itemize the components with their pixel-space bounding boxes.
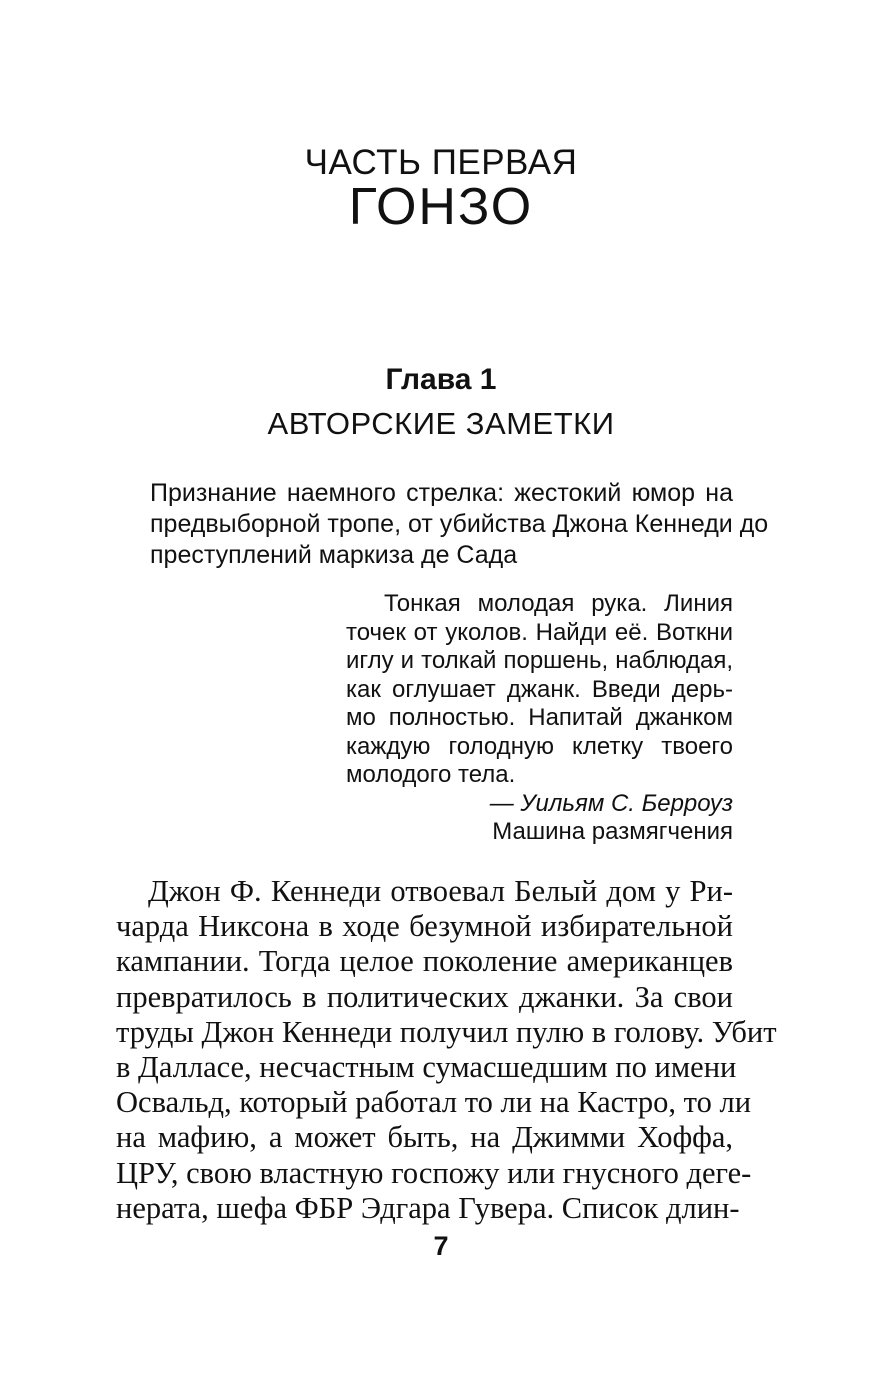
body-line: чарда Никсона в ходе безумной избирательной: [116, 909, 733, 944]
body-line: труды Джон Кеннеди получил пулю в голову. Убит: [116, 1014, 777, 1049]
body-line: ЦРУ, свою властную госпожу или гнусного деге-: [116, 1155, 752, 1190]
body-line: Джон Ф. Кеннеди отвоевал Белый дом у Ри-: [148, 874, 733, 908]
body-line: превратилось в политических джанки. За свои: [116, 979, 733, 1014]
subtitle-line: Признание наемного стрелка: жестокий юмор на: [150, 479, 733, 507]
chapter-title: АВТОРСКИЕ ЗАМЕТКИ: [267, 406, 615, 441]
epigraph-line: Тонкая молодая рука. Линия: [384, 590, 733, 617]
epigraph-line: каждую голодную клетку твоего: [346, 732, 733, 760]
body-line: кампании. Тогда целое поколение американцев: [116, 944, 733, 979]
body-line: на мафию, а может быть, на Джимми Хоффа,: [116, 1120, 733, 1155]
body-line: нерата, шефа ФБР Эдгара Гувера. Список длин-: [116, 1190, 740, 1225]
epigraph: [346, 590, 733, 847]
body-line: в Далласе, несчастным сумасшедшим по имени: [116, 1050, 737, 1085]
epigraph-line: мо полностью. Напитай джанком: [346, 704, 733, 731]
part-label: ЧАСТЬ ПЕРВАЯ: [304, 143, 578, 182]
chapter-number: Глава 1: [385, 363, 497, 396]
chapter-subtitle: [150, 478, 769, 571]
subtitle-line: предвыборной тропе, от убийства Джона Кеннеди до: [150, 510, 769, 538]
subtitle-line: преступлений маркиза де Сада: [150, 541, 518, 569]
body-line: Освальд, который работал то ли на Кастро, то ли: [116, 1085, 752, 1120]
epigraph-line: молодого тела.: [346, 761, 516, 788]
epigraph-line: иглу и толкай поршень, наблюдая,: [346, 647, 733, 674]
body-paragraph: [116, 874, 777, 1226]
epigraph-line: точек от уколов. Найди её. Воткни: [346, 618, 733, 646]
part-title: ГОНЗО: [348, 178, 534, 236]
epigraph-source: Машина размягчения: [492, 818, 733, 845]
epigraph-line: как оглушает джанк. Введи дерь-: [346, 675, 733, 703]
page-number: 7: [433, 1231, 449, 1261]
epigraph-author: — Уильям С. Берроуз: [489, 789, 733, 817]
